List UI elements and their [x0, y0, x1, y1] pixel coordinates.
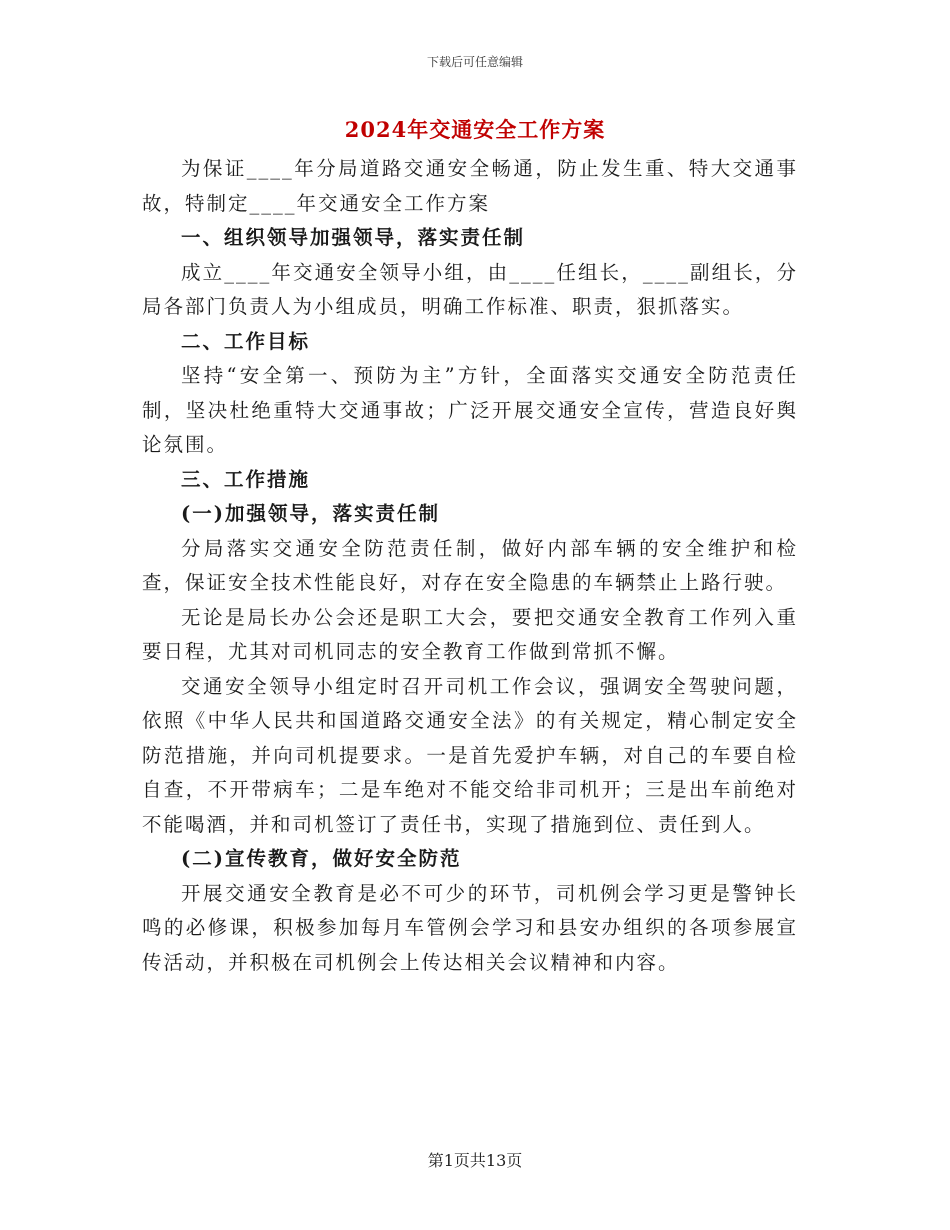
paragraph-education: 开展交通安全教育是必不可少的环节，司机例会学习更是警钟长鸣的必修课，积极参加每月车管例会学习和县安办组织的各项参展宣传活动，并积极在司机例会上传达相关会议精神和内容。 [142, 881, 798, 974]
paragraph-driver-rules: 交通安全领导小组定时召开司机工作会议，强调安全驾驶问题，依照《中华人民共和国道路交通安全法》的有关规定，精心制定安全防范措施，并向司机提要求。一是首先爱护车辆，对自己的车要自检自查，不开带病车；二是车绝对不能交给非司机开；三是出车前绝对不能喝酒，并和司机签订了责任书，实现了措施到位、责任到人。 [142, 674, 798, 836]
paragraph-intro: 为保证____年分局道路交通安全畅通，防止发生重、特大交通事故，特制定____年交通安全工作方案 [142, 157, 798, 215]
subheading-leadership: (一)加强领导，落实责任制 [181, 502, 440, 525]
paragraph-organization: 成立____年交通安全领导小组，由____任组长，____副组长，分局各部门负责人为小组成员，明确工作标准、职责，狠抓落实。 [142, 260, 798, 318]
heading-measures: 三、工作措施 [181, 467, 311, 491]
page-number: 第1页共13页 [427, 1151, 523, 1170]
document-body [142, 152, 798, 980]
paragraph-vehicle-safety: 分局落实交通安全防范责任制，做好内部车辆的安全维护和检查，保证安全技术性能良好，对存在安全隐患的车辆禁止上路行驶。 [142, 536, 798, 594]
heading-organization: 一、组织领导加强领导，落实责任制 [181, 226, 526, 249]
document-title: 2024年交通安全工作方案 [344, 117, 606, 142]
heading-goals: 二、工作目标 [181, 329, 311, 353]
header-note: 下载后可任意编辑 [426, 55, 523, 69]
paragraph-goals: 坚持“安全第一、预防为主”方针，全面落实交通安全防范责任制，坚决杜绝重特大交通事故；广泛开展交通安全宣传，营造良好舆论氛围。 [142, 364, 798, 456]
paragraph-meetings: 无论是局长办公会还是职工大会，要把交通安全教育工作列入重要日程，尤其对司机同志的安全教育工作做到常抓不懈。 [142, 605, 798, 663]
subheading-education: (二)宣传教育，做好安全防范 [181, 847, 462, 870]
